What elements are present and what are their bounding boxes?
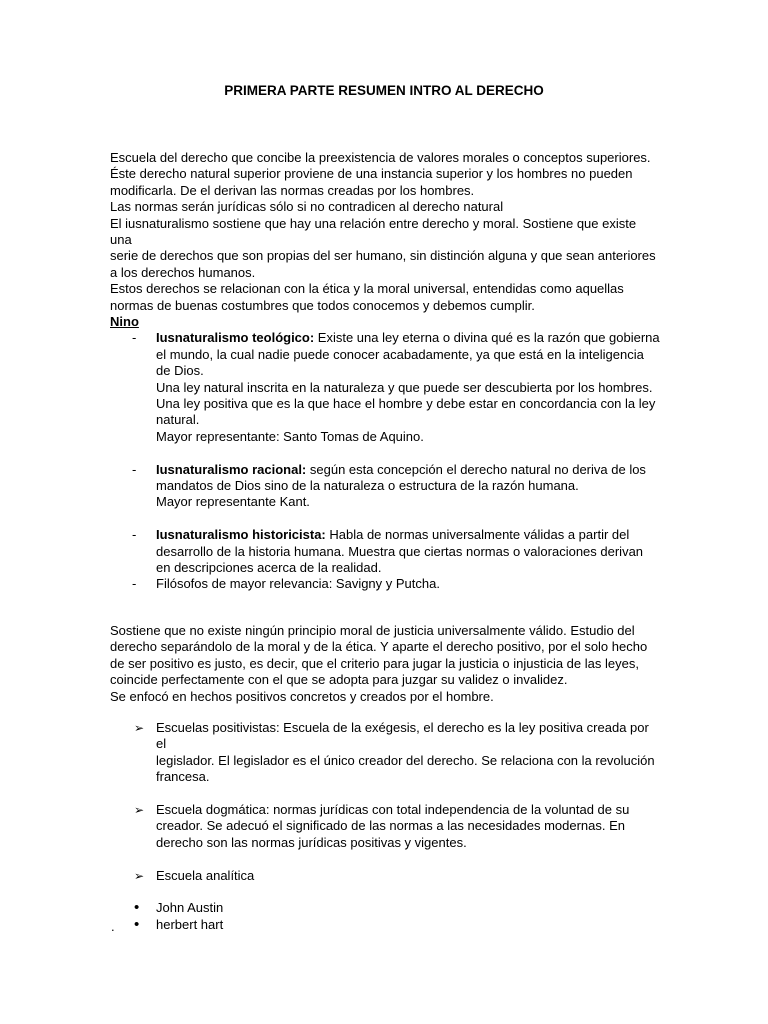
filosofos-text: Filósofos de mayor relevancia: Savigny y Putcha. xyxy=(156,576,440,592)
positivism-line: coincide perfectamente con el que se adopta para juzgar su validez o invalidez. xyxy=(110,672,568,688)
teologico-line: Una ley natural inscrita en la naturaleza y que puede ser descubierta por los hombres. xyxy=(156,379,653,395)
historicista-line: en descripciones acerca de la realidad. xyxy=(156,560,382,576)
positivism-line: de ser positivo es justo, es decir, que el criterio para jugar la justicia o injusticia de las leyes, xyxy=(110,655,639,671)
trailing-dot: . xyxy=(111,919,115,934)
intro-paragraph xyxy=(110,150,660,314)
dash-marker: - xyxy=(132,576,137,592)
arrow-bullet-icon: ➢ xyxy=(134,721,145,735)
document-title: PRIMERA PARTE RESUMEN INTRO AL DERECHO xyxy=(224,83,544,98)
intro-line: Estos derechos se relacionan con la ética y la moral universal, entendidas como aquellas xyxy=(110,281,624,297)
list-item-positivistas xyxy=(110,720,660,786)
list-item-dogmatica xyxy=(110,802,660,851)
schools-list xyxy=(110,720,660,933)
teologico-line: natural. xyxy=(156,412,200,428)
list-item-historicista xyxy=(110,527,660,576)
dogmatica-line: creador. Se adecuó el significado de las normas a las necesidades modernas. En xyxy=(156,818,626,834)
dash-marker: - xyxy=(132,527,137,543)
historicista-line: desarrollo de la historia humana. Muestra que ciertas normas o valoraciones derivan xyxy=(156,543,644,559)
positivism-paragraph xyxy=(110,623,660,705)
teologico-line: de Dios. xyxy=(156,363,204,379)
dash-marker: - xyxy=(132,461,137,477)
teologico-line: Mayor representante: Santo Tomas de Aquino. xyxy=(156,428,424,444)
intro-line: a los derechos humanos. xyxy=(110,264,256,280)
positivism-line: Sostiene que no existe ningún principio moral de justicia universalmente válido. Estudio del xyxy=(110,623,635,638)
teologico-line: Una ley positiva que es la que hace el hombre y debe estar en concordancia con la ley xyxy=(156,396,656,412)
dash-marker: - xyxy=(132,330,137,346)
racional-line: mandatos de Dios sino de la naturaleza o estructura de la razón humana. xyxy=(156,478,579,494)
positivistas-line: Escuelas positivistas: Escuela de la exégesis, el derecho es la ley positiva creada por el xyxy=(156,720,649,752)
nino-section xyxy=(110,314,660,593)
dogmatica-line: derecho son las normas jurídicas positivas y vigentes. xyxy=(156,834,467,850)
bullet-icon: • xyxy=(134,899,140,917)
term-teologico: Iusnaturalismo teológico: xyxy=(156,330,315,346)
term-racional: Iusnaturalismo racional: xyxy=(156,461,307,477)
list-item-filosofos xyxy=(110,576,660,592)
list-item-author xyxy=(110,917,660,933)
author-name: herbert hart xyxy=(156,916,224,932)
list-item-racional xyxy=(110,462,660,511)
intro-line: Las normas serán jurídicas sólo si no contradicen al derecho natural xyxy=(110,199,504,215)
list-item-teologico xyxy=(110,330,660,445)
positivism-line: Se enfocó en hechos positivos concretos y creados por el hombre. xyxy=(110,688,494,704)
positivistas-line: francesa. xyxy=(156,769,210,785)
intro-line: El iusnaturalismo sostiene que hay una relación entre derecho y moral. Sostiene que existe una xyxy=(110,215,637,248)
historicista-first-line: Habla de normas universalmente válidas a partir del xyxy=(325,527,630,543)
arrow-bullet-icon: ➢ xyxy=(134,868,145,883)
positivistas-line: legislador. El legislador es el único creador del derecho. Se relaciona con la revolución xyxy=(156,752,655,768)
intro-line: serie de derechos que son propias del ser humano, sin distinción alguna y que sean anteriores xyxy=(110,248,656,264)
bullet-icon: • xyxy=(134,915,140,933)
intro-line: Éste derecho natural superior proviene de una instancia superior y los hombres no pueden xyxy=(110,166,633,182)
term-historicista: Iusnaturalismo historicista: xyxy=(156,527,326,543)
intro-line: Escuela del derecho que concibe la preexistencia de valores morales o conceptos superiores. xyxy=(110,150,651,165)
teologico-first-line: Existe una ley eterna o divina qué es la razón que gobierna xyxy=(314,330,660,346)
positivism-line: derecho separándolo de la moral y de la ética. Y aparte el derecho positivo, por el solo hecho xyxy=(110,639,648,655)
dogmatica-line: Escuela dogmática: normas jurídicas con total independencia de la voluntad de su xyxy=(156,802,630,818)
arrow-bullet-icon: ➢ xyxy=(134,803,145,818)
racional-line: Mayor representante Kant. xyxy=(156,494,310,510)
racional-first-line: según esta concepción el derecho natural no deriva de los xyxy=(306,461,646,477)
list-item-author xyxy=(110,900,660,916)
analitica-text: Escuela analítica xyxy=(156,867,255,883)
intro-line: modificarla. De el derivan las normas creadas por los hombres. xyxy=(110,182,475,198)
nino-heading: Nino xyxy=(110,314,139,329)
teologico-line: el mundo, la cual nadie puede conocer acabadamente, ya que está en la inteligencia xyxy=(156,346,644,362)
list-item-analitica xyxy=(110,868,660,884)
intro-line: normas de buenas costumbres que todos conocemos y debemos cumplir. xyxy=(110,297,535,313)
author-name: John Austin xyxy=(156,900,224,916)
